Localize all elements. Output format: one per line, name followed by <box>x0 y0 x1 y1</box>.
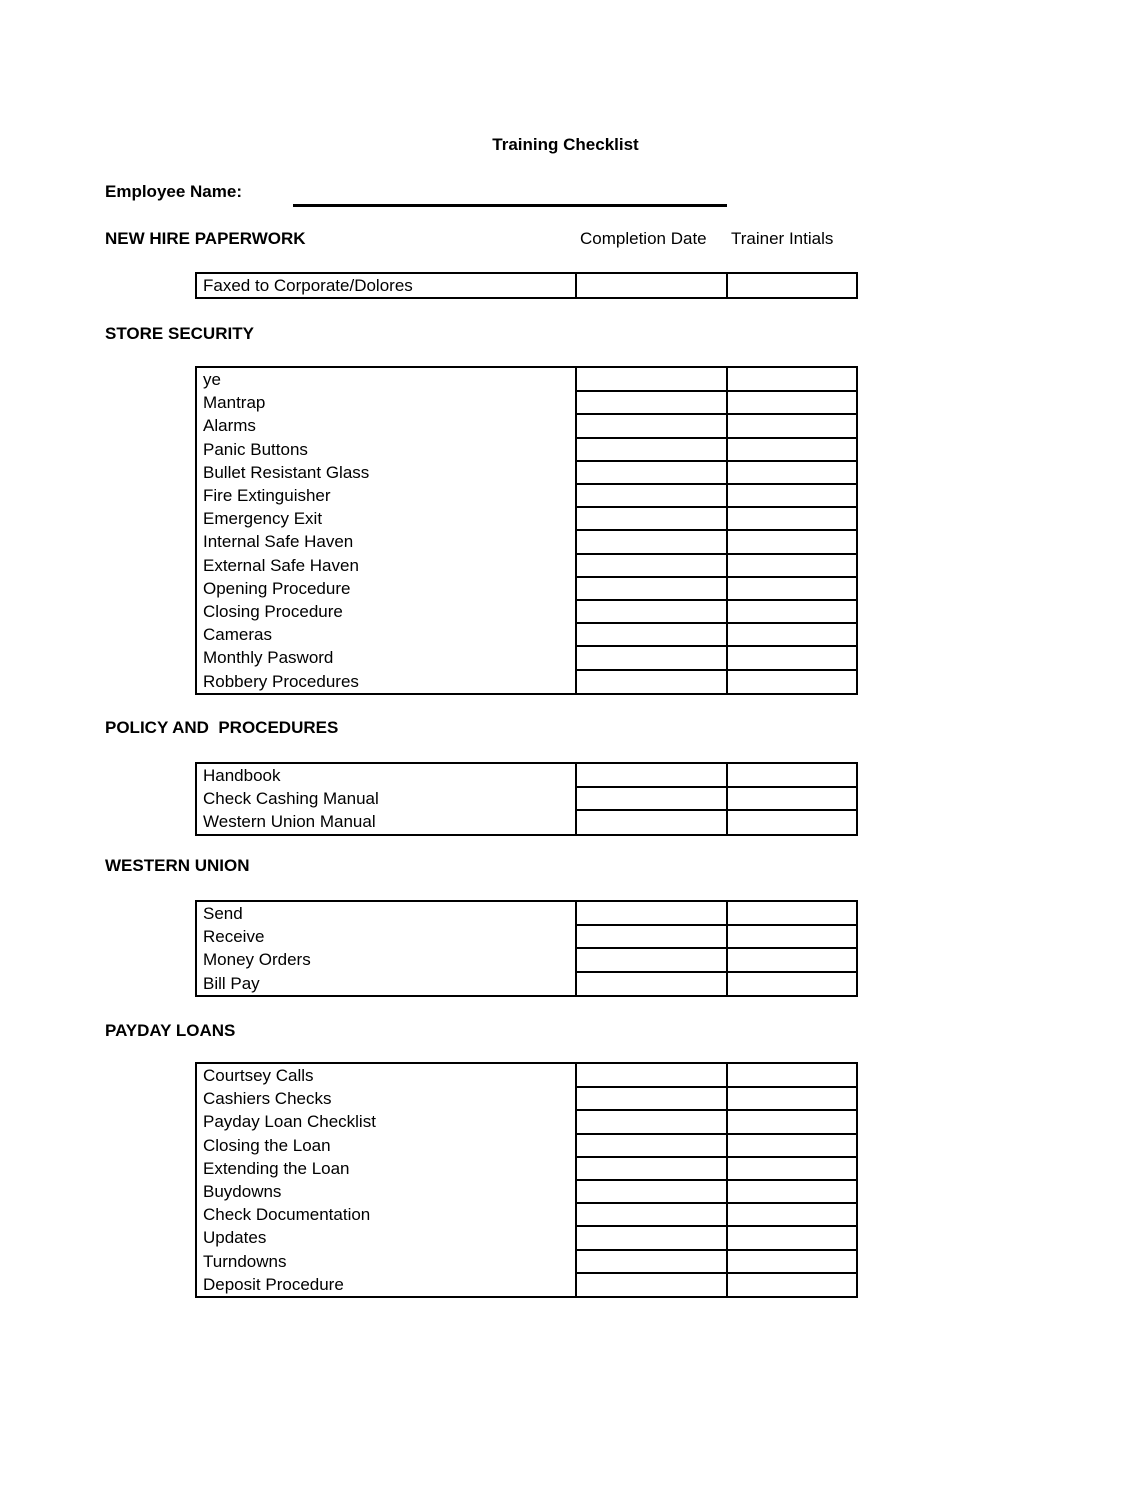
checklist-item: External Safe Haven <box>203 555 359 575</box>
trainer-initials-cell <box>728 274 856 297</box>
completion-date-cell <box>577 1250 726 1273</box>
trainer-initials-cell <box>728 1064 856 1087</box>
completion-date-cell <box>577 1226 726 1249</box>
checklist-item: Faxed to Corporate/Dolores <box>203 276 413 295</box>
checklist-item: Handbook <box>203 766 281 785</box>
trainer-initials-cell <box>728 1134 856 1157</box>
completion-date-cell <box>577 438 726 461</box>
section-heading-payday-loans: PAYDAY LOANS <box>105 1021 236 1040</box>
trainer-initials-cell <box>728 414 856 437</box>
trainer-initials-cell <box>728 507 856 530</box>
checklist-item: Send <box>203 904 243 923</box>
trainer-initials-cell <box>728 670 856 693</box>
completion-date-cell <box>577 530 726 553</box>
completion-date-cell <box>577 902 726 925</box>
trainer-initials-cell <box>728 484 856 507</box>
trainer-initials-cell <box>728 368 856 391</box>
checklist-item: Updates <box>203 1228 267 1248</box>
trainer-initials-cell <box>728 577 856 600</box>
trainer-initials-cell <box>728 1180 856 1203</box>
checklist-item: Payday Loan Checklist <box>203 1112 376 1132</box>
checklist-table-new-hire-paperwork <box>195 272 858 299</box>
checklist-item: Opening Procedure <box>203 578 351 598</box>
trainer-initials-cell <box>728 600 856 623</box>
trainer-initials-cell <box>728 1250 856 1273</box>
trainer-initials-cell <box>728 925 856 948</box>
trainer-initials-cell <box>728 1203 856 1226</box>
completion-date-cell <box>577 414 726 437</box>
checklist-item: Bill Pay <box>203 973 260 993</box>
trainer-initials-cell <box>728 554 856 577</box>
checklist-item: Fire Extinguisher <box>203 486 331 505</box>
checklist-item: Bullet Resistant Glass <box>203 462 370 482</box>
checklist-item: Turndowns <box>203 1251 287 1271</box>
checklist-item: Emergency Exit <box>203 509 323 529</box>
completion-date-cell <box>577 925 726 948</box>
checklist-item: Closing the Loan <box>203 1135 331 1155</box>
trainer-initials-cell <box>728 623 856 646</box>
employee-name-label: Employee Name: <box>105 182 242 201</box>
section-heading-new-hire-paperwork: NEW HIRE PAPERWORK <box>105 229 306 248</box>
completion-date-cell <box>577 484 726 507</box>
checklist-item: Western Union Manual <box>203 812 376 832</box>
checklist-table-payday-loans <box>195 1062 858 1298</box>
checklist-table-western-union <box>195 900 858 997</box>
trainer-initials-cell <box>728 646 856 669</box>
page-title: Training Checklist <box>492 135 639 154</box>
checklist-item: Check Documentation <box>203 1205 371 1225</box>
checklist-item: Courtsey Calls <box>203 1066 314 1085</box>
trainer-initials-cell <box>728 787 856 810</box>
completion-date-cell <box>577 764 726 787</box>
checklist-item: Buydowns <box>203 1182 282 1201</box>
checklist-item: Cameras <box>203 625 272 645</box>
trainer-initials-cell <box>728 530 856 553</box>
checklist-item: Deposit Procedure <box>203 1274 344 1294</box>
checklist-table-store-security <box>195 366 858 695</box>
trainer-initials-cell <box>728 1110 856 1133</box>
checklist-item: ye <box>203 370 221 389</box>
completion-date-cell <box>577 810 726 833</box>
completion-date-cell <box>577 646 726 669</box>
trainer-initials-cell <box>728 972 856 995</box>
completion-date-cell <box>577 274 726 297</box>
checklist-item: Extending the Loan <box>203 1158 350 1178</box>
checklist-item: Robbery Procedures <box>203 671 359 691</box>
completion-date-cell <box>577 1064 726 1087</box>
checklist-item: Money Orders <box>203 950 311 970</box>
column-header-completion-date: Completion Date <box>580 229 707 248</box>
trainer-initials-cell <box>728 461 856 484</box>
column-header-trainer-initials: Trainer Intials <box>731 229 834 248</box>
completion-date-cell <box>577 600 726 623</box>
trainer-initials-cell <box>728 438 856 461</box>
section-heading-policy-and-procedures: POLICY AND PROCEDURES <box>105 718 339 737</box>
completion-date-cell <box>577 1180 726 1203</box>
completion-date-cell <box>577 577 726 600</box>
trainer-initials-cell <box>728 1273 856 1296</box>
trainer-initials-cell <box>728 391 856 414</box>
trainer-initials-cell <box>728 764 856 787</box>
checklist-item: Alarms <box>203 416 256 436</box>
checklist-item: Closing Procedure <box>203 602 343 621</box>
checklist-item: Monthly Pasword <box>203 648 334 668</box>
completion-date-cell <box>577 1157 726 1180</box>
completion-date-cell <box>577 368 726 391</box>
completion-date-cell <box>577 507 726 530</box>
trainer-initials-cell <box>728 1087 856 1110</box>
completion-date-cell <box>577 1203 726 1226</box>
trainer-initials-cell <box>728 1226 856 1249</box>
checklist-item: Internal Safe Haven <box>203 532 354 552</box>
employee-name-line <box>293 204 727 207</box>
completion-date-cell <box>577 972 726 995</box>
trainer-initials-cell <box>728 1157 856 1180</box>
completion-date-cell <box>577 461 726 484</box>
section-heading-western-union: WESTERN UNION <box>105 856 250 875</box>
completion-date-cell <box>577 554 726 577</box>
trainer-initials-cell <box>728 948 856 971</box>
section-heading-store-security: STORE SECURITY <box>105 324 254 343</box>
checklist-item: Panic Buttons <box>203 439 308 459</box>
checklist-item: Receive <box>203 927 265 947</box>
completion-date-cell <box>577 1134 726 1157</box>
completion-date-cell <box>577 1273 726 1296</box>
checklist-item: Mantrap <box>203 393 266 413</box>
trainer-initials-cell <box>728 902 856 925</box>
completion-date-cell <box>577 1087 726 1110</box>
trainer-initials-cell <box>728 810 856 833</box>
completion-date-cell <box>577 787 726 810</box>
checklist-item: Cashiers Checks <box>203 1089 332 1109</box>
checklist-item: Check Cashing Manual <box>203 789 379 809</box>
completion-date-cell <box>577 670 726 693</box>
completion-date-cell <box>577 948 726 971</box>
completion-date-cell <box>577 391 726 414</box>
completion-date-cell <box>577 1110 726 1133</box>
completion-date-cell <box>577 623 726 646</box>
checklist-table-policy-and-procedures <box>195 762 858 836</box>
